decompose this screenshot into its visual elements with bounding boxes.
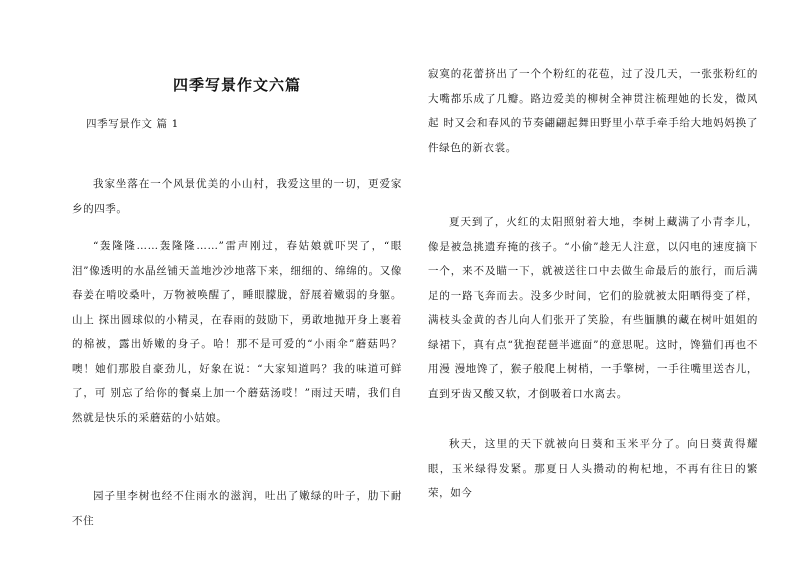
paragraph-spring-rain: “轰隆隆……轰隆隆……”雷声刚过，春姑娘就吓哭了，“眼泪”像透明的水晶丝铺天盖地沙沙地落下来，细细的、绵绵的。又像春姜在啃咬桑叶，万物被唤醒了，睡眼朦胧，舒展着嫩弱的身躯。山上 探出圆球似的小精灵，在春雨的鼓励下，勇敢地抛开身上裹着的棉被，露出娇嫩的身子。哈！那不是可爱的“小雨伞”蘑菇吗？噢！她们那股自豪劲儿，好象在说：“大家知道吗？我的味道可鲜了，可 别忘了给你的餐桌上加一个蘑菇汤哎！”雨过天晴，我们自然就是快乐的采蘑菇的小姑娘。	[72, 240, 402, 424]
paragraph-intro: 我家坐落在一个风景优美的小山村，我爱这里的一切，更爱家乡的四季。	[72, 178, 402, 215]
paragraph-summer: 夏天到了，火红的太阳照射着大地，李树上藏满了小青李儿，像是被急挑遗弃掩的孩子。“小偷”趁无人注意，以闪电的速度摘下一个，来不及瞄一下，就被送往口中去做生命最后的旅行，而后满足的一路飞奔而去。没多少时间，它们的脸就被太阳晒得变了样，满枝头金黄的杏儿向人们张开了笑脸，有些腼腆的藏在树叶姐姐的绿裙下，真有点“犹抱琵琶半遮面”的意思呢。这时，馋猫们再也不用漫 漫地馋了，猴子般爬上树梢，一手擎树，一手往嘴里送杏儿，直到牙齿又酸又软，才倒吸着口水离去。	[428, 216, 758, 400]
paragraph-autumn: 秋天，这里的天下就被向日葵和玉米平分了。向日葵黄得耀眼，玉米绿得发紧。那夏日人头攒动的枸杞地，不再有往日的繁荣，如今	[428, 438, 758, 499]
paragraph-spring-continued: 寂寞的花蕾挤出了一个个粉红的花苞，过了没几天，一张张粉红的大嘴都乐成了几瓣。路边爱美的柳树全神贯注梳理她的长发，微风起 时又会和春风的节奏翩翩起舞田野里小草手牵手给大地妈妈换了件绿色的新衣裳。	[428, 68, 758, 154]
document-title: 四季写景作文六篇	[172, 76, 301, 94]
section-heading: 四季写景作文 篇 1	[86, 118, 179, 130]
paragraph-garden: 园子里李树也经不住雨水的滋润，吐出了嫩绿的叶子，肋下耐不住	[72, 490, 402, 527]
